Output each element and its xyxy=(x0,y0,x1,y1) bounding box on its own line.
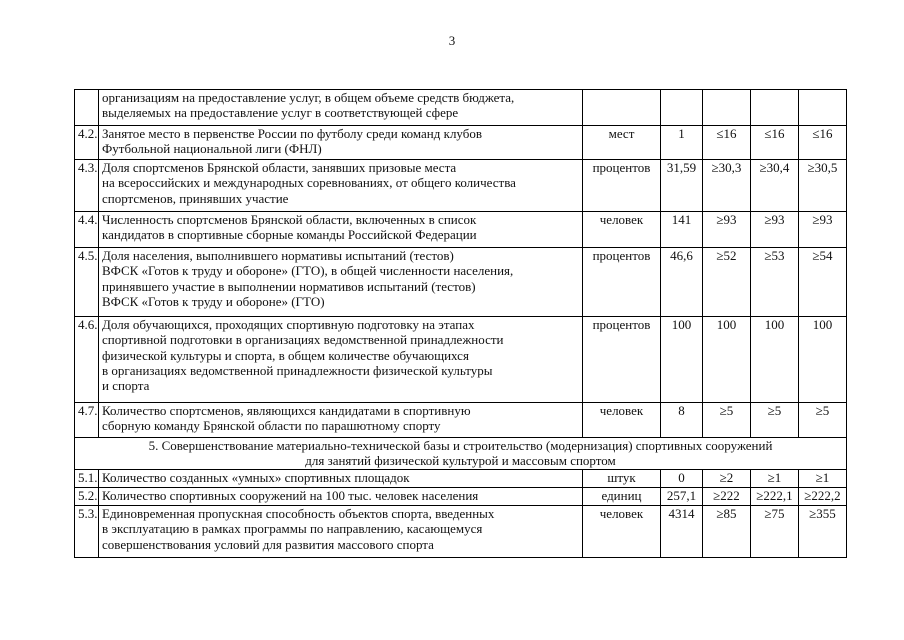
row-number: 5.2. xyxy=(75,488,99,506)
value-year-2: ≥1 xyxy=(751,470,799,488)
section-row xyxy=(75,438,847,470)
value-year-1: ≥222 xyxy=(703,488,751,506)
value-year-3: ≥93 xyxy=(799,212,847,248)
unit-of-measure: единиц xyxy=(583,488,661,506)
value-year-3: ≥1 xyxy=(799,470,847,488)
unit-of-measure: человек xyxy=(583,212,661,248)
value-year-1: 100 xyxy=(703,317,751,403)
unit-of-measure: процентов xyxy=(583,160,661,212)
value-base: 8 xyxy=(661,403,703,438)
unit-of-measure: мест xyxy=(583,126,661,160)
unit-of-measure: человек xyxy=(583,506,661,558)
table-row xyxy=(75,403,847,438)
row-number: 4.7. xyxy=(75,403,99,438)
value-year-1: ≥5 xyxy=(703,403,751,438)
table-row xyxy=(75,470,847,488)
value-year-3: ≥54 xyxy=(799,248,847,317)
indicator-name: Занятое место в первенстве России по футболу среди команд клубов Футбольной национальной лиги (ФНЛ) xyxy=(99,126,583,160)
unit-of-measure xyxy=(583,90,661,126)
value-year-3: ≥355 xyxy=(799,506,847,558)
value-base: 100 xyxy=(661,317,703,403)
value-year-1: ≥85 xyxy=(703,506,751,558)
value-base: 1 xyxy=(661,126,703,160)
indicator-name: Количество спортсменов, являющихся кандидатами в спортивную сборную команду Брянской области по парашютному спорту xyxy=(99,403,583,438)
indicator-name: Количество созданных «умных» спортивных площадок xyxy=(99,470,583,488)
table-row xyxy=(75,248,847,317)
table-row xyxy=(75,90,847,126)
unit-of-measure: штук xyxy=(583,470,661,488)
row-number: 4.2. xyxy=(75,126,99,160)
value-year-2: 100 xyxy=(751,317,799,403)
row-number: 4.4. xyxy=(75,212,99,248)
value-year-2: ≥93 xyxy=(751,212,799,248)
indicator-name: организациям на предоставление услуг, в общем объеме средств бюджета, выделяемых на предоставление услуг в соответствующей сфере xyxy=(99,90,583,126)
table-row xyxy=(75,488,847,506)
value-year-3 xyxy=(799,90,847,126)
value-year-2: ≥75 xyxy=(751,506,799,558)
section-heading: 5. Совершенствование материально-технической базы и строительство (модернизация) спортивных сооружений для занятий физической культурой и массовым спортом xyxy=(75,438,847,470)
indicator-name: Единовременная пропускная способность объектов спорта, введенных в эксплуатацию в рамках программы по направлению, касающемуся совершенствования условий для развития массового спорта xyxy=(99,506,583,558)
value-year-3: 100 xyxy=(799,317,847,403)
value-year-3: ≥5 xyxy=(799,403,847,438)
value-year-2: ≥30,4 xyxy=(751,160,799,212)
value-year-1: ≥93 xyxy=(703,212,751,248)
row-number: 4.3. xyxy=(75,160,99,212)
indicator-name: Численность спортсменов Брянской области, включенных в список кандидатов в спортивные сборные команды Российской Федерации xyxy=(99,212,583,248)
value-base: 4314 xyxy=(661,506,703,558)
table-row xyxy=(75,126,847,160)
value-year-2 xyxy=(751,90,799,126)
table-row xyxy=(75,160,847,212)
row-number: 5.3. xyxy=(75,506,99,558)
value-year-3: ≤16 xyxy=(799,126,847,160)
value-base: 257,1 xyxy=(661,488,703,506)
value-base: 31,59 xyxy=(661,160,703,212)
unit-of-measure: процентов xyxy=(583,317,661,403)
indicator-name: Доля обучающихся, проходящих спортивную подготовку на этапах спортивной подготовки в организациях ведомственной принадлежности физической культуры и спорта, в общем количестве обучающихся в организациях ведомственной принадлежности физической культуры и спорта xyxy=(99,317,583,403)
value-base: 0 xyxy=(661,470,703,488)
value-base: 46,6 xyxy=(661,248,703,317)
page-number: 3 xyxy=(448,33,456,48)
row-number: 5.1. xyxy=(75,470,99,488)
row-number: 4.6. xyxy=(75,317,99,403)
indicator-name: Доля спортсменов Брянской области, занявших призовые места на всероссийских и международных соревнованиях, от общего количества спортсменов, принявших участие xyxy=(99,160,583,212)
indicators-table xyxy=(74,89,847,558)
unit-of-measure: процентов xyxy=(583,248,661,317)
indicator-name: Доля населения, выполнившего нормативы испытаний (тестов) ВФСК «Готов к труду и обороне» (ГТО), в общей численности населения, принявшего участие в выполнении нормативов испытаний (тестов) ВФСК «Готов к труду и обороне» (ГТО) xyxy=(99,248,583,317)
value-year-1 xyxy=(703,90,751,126)
indicator-name: Количество спортивных сооружений на 100 тыс. человек населения xyxy=(99,488,583,506)
indicators-table-body xyxy=(75,90,847,558)
value-year-2: ≥5 xyxy=(751,403,799,438)
value-year-2: ≥222,1 xyxy=(751,488,799,506)
value-year-3: ≥222,2 xyxy=(799,488,847,506)
unit-of-measure: человек xyxy=(583,403,661,438)
value-year-1: ≥52 xyxy=(703,248,751,317)
value-year-2: ≥53 xyxy=(751,248,799,317)
table-row xyxy=(75,212,847,248)
value-year-2: ≤16 xyxy=(751,126,799,160)
value-year-1: ≤16 xyxy=(703,126,751,160)
row-number xyxy=(75,90,99,126)
value-base: 141 xyxy=(661,212,703,248)
row-number: 4.5. xyxy=(75,248,99,317)
value-year-1: ≥2 xyxy=(703,470,751,488)
table-row xyxy=(75,506,847,558)
table-row xyxy=(75,317,847,403)
value-base xyxy=(661,90,703,126)
value-year-3: ≥30,5 xyxy=(799,160,847,212)
value-year-1: ≥30,3 xyxy=(703,160,751,212)
